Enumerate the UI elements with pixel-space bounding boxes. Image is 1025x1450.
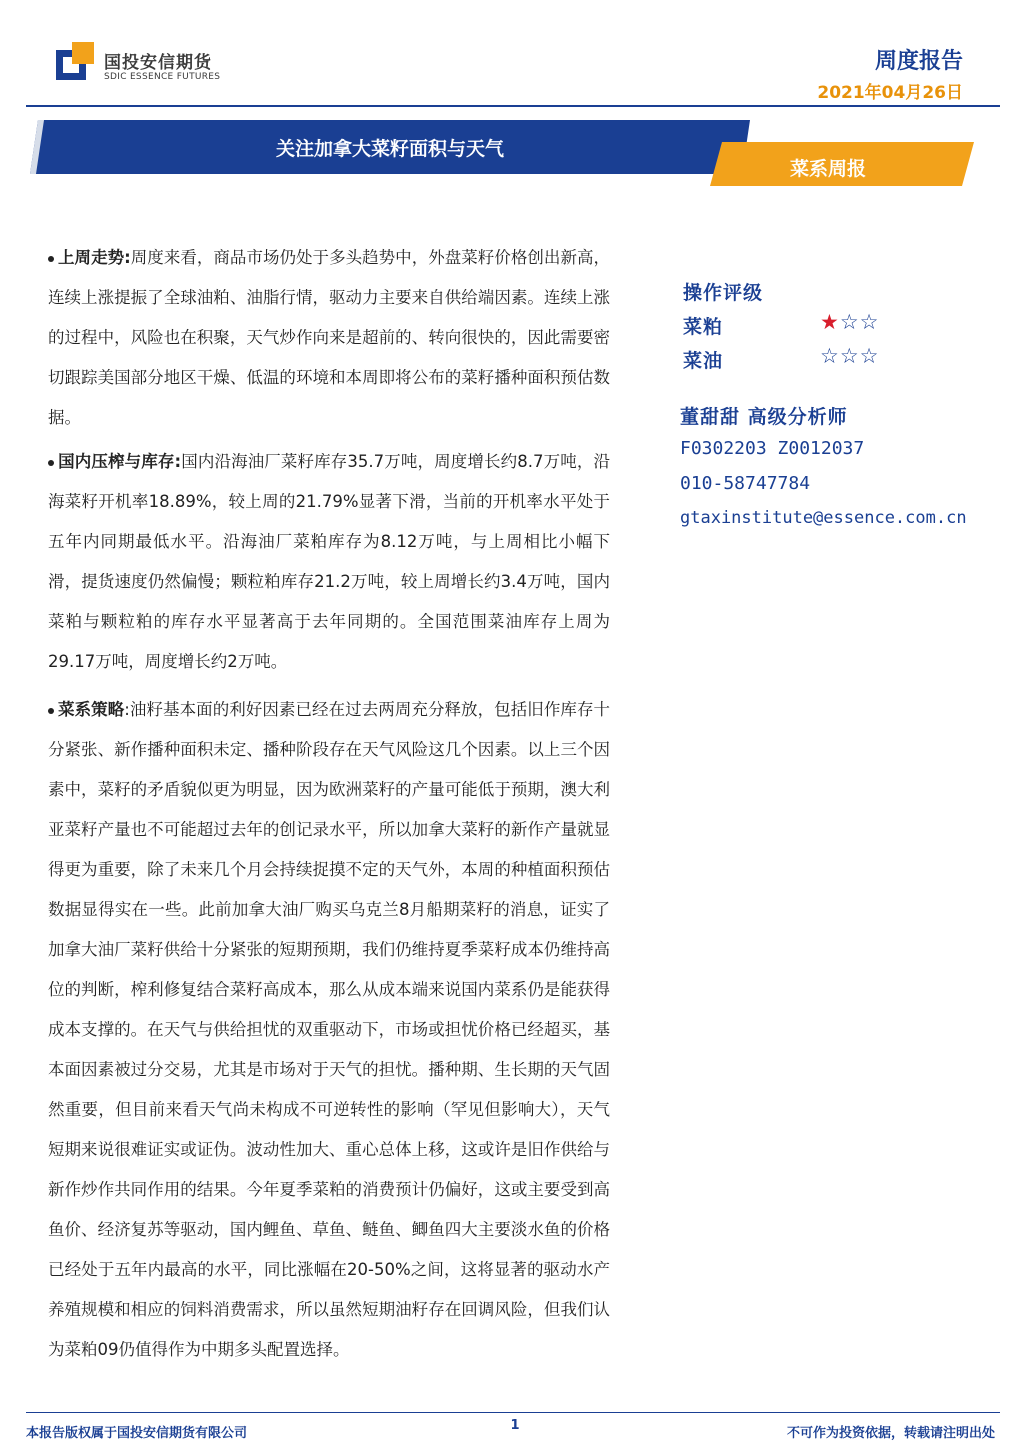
report-type-label: 周度报告 — [874, 49, 963, 74]
bullet-icon — [48, 256, 54, 262]
header-divider — [26, 105, 1000, 107]
logo-company-name: 国投安信期货 — [104, 53, 212, 73]
paragraph-lead: 菜系策略 — [58, 700, 125, 719]
analyst-email: gtaxinstitute@essence.com.cn — [680, 508, 967, 528]
paragraph-last-week-trend — [48, 238, 610, 438]
footer-divider — [26, 1412, 1000, 1413]
paragraph-text: 周度来看，商品市场仍处于多头趋势中，外盘菜籽价格创出新高，连续上涨提振了全球油粕、油脂行情，驱动力主要来自供给端因素。连续上涨的过程中，风险也在积聚，天气炒作向来是超前的、转向很快的，因此需要密切跟踪美国部分地区干燥、低温的环境和本周即将公布的菜籽播种面积预估数据。 — [48, 248, 610, 427]
paragraph-lead: 上周走势: — [58, 248, 131, 267]
paragraph-text: 国内沿海油厂菜籽库存35.7万吨，周度增长约8.7万吨，沿海菜籽开机率18.89%，较上周的21.79%显著下滑，当前的开机率水平处于五年内同期最低水平。沿海油厂菜粕库存为8.12万吨，与上周相比小幅下滑，提货速度仍然偏慢；颗粒粕库存21.2万吨，较上周增长约3.4万吨，国内菜粕与颗粒粕的库存水平显著高于去年同期的。全国范围菜油库存上周为29.17万吨，周度增长约2万吨。 — [48, 452, 610, 671]
report-date: 2021年04月26日 — [817, 83, 963, 103]
analyst-phone: 010-58747784 — [680, 473, 811, 494]
series-label: 菜系周报 — [789, 158, 866, 180]
report-title: 关注加拿大菜籽面积与天气 — [275, 138, 504, 160]
logo-company-name-en: SDIC ESSENCE FUTURES — [104, 72, 221, 82]
paragraph-strategy — [48, 690, 610, 1370]
company-logo-icon — [56, 42, 96, 82]
analyst-license: F0302203 Z0012037 — [680, 438, 865, 459]
rating-product-name: 菜油 — [683, 350, 724, 372]
star-filled-icon: ★ — [820, 310, 840, 334]
rating-product-name: 菜粕 — [683, 316, 724, 338]
analyst-name: 董甜甜 高级分析师 — [680, 406, 848, 428]
rating-section-title: 操作评级 — [683, 282, 764, 304]
page-number: 1 — [510, 1418, 520, 1433]
paragraph-crush-inventory — [48, 442, 610, 682]
star-rating-icon: ☆☆☆ — [820, 344, 880, 368]
bullet-icon — [48, 708, 54, 714]
footer-disclaimer: 不可作为投资依据，转载请注明出处 — [786, 1426, 995, 1441]
star-empty-icon: ☆☆ — [839, 310, 880, 334]
paragraph-text: :油籽基本面的利好因素已经在过去两周充分释放，包括旧作库存十分紧张、新作播种面积未定、播种阶段存在天气风险这几个因素。以上三个因素中，菜籽的矛盾貌似更为明显，因为欧洲菜籽的产量可能低于预期，澳大利亚菜籽产量也不可能超过去年的创记录水平，所以加拿大菜籽的新作产量就显得更为重要，除了未来几个月会持续捉摸不定的天气外，本周的种植面积预估数据显得实在一些。此前加拿大油厂购买乌克兰8月船期菜籽的消息，证实了加拿大油厂菜籽供给十分紧张的短期预期，我们仍维持夏季菜籽成本仍维持高位的判断，榨利修复结合菜籽高成本，那么从成本端来说国内菜系仍是能获得成本支撑的。在天气与供给担忧的双重驱动下，市场或担忧价格已经超买，基本面因素被过分交易，尤其是市场对于天气的担忧。播种期、生长期的天气固然重要，但目前来看天气尚未构成不可逆转性的影响（罕见但影响大），天气短期来说很难证实或证伪。波动性加大、重心总体上移，这或许是旧作供给与新作炒作共同作用的结果。今年夏季菜粕的消费预计仍偏好，这或主要受到高鱼价、经济复苏等驱动，国内鲤鱼、草鱼、鲢鱼、鲫鱼四大主要淡水鱼的价格已经处于五年内最高的水平，同比涨幅在20-50%之间，这将显著的驱动水产养殖规模和相应的饲料消费需求，所以虽然短期油籽存在回调风险，但我们认为菜粕09仍值得作为中期多头配置选择。 — [48, 700, 611, 1359]
paragraph-lead: 国内压榨与库存: — [58, 452, 182, 471]
footer-copyright: 本报告版权属于国投安信期货有限公司 — [26, 1426, 248, 1441]
star-rating-icon — [820, 310, 879, 334]
bullet-icon — [48, 460, 54, 466]
